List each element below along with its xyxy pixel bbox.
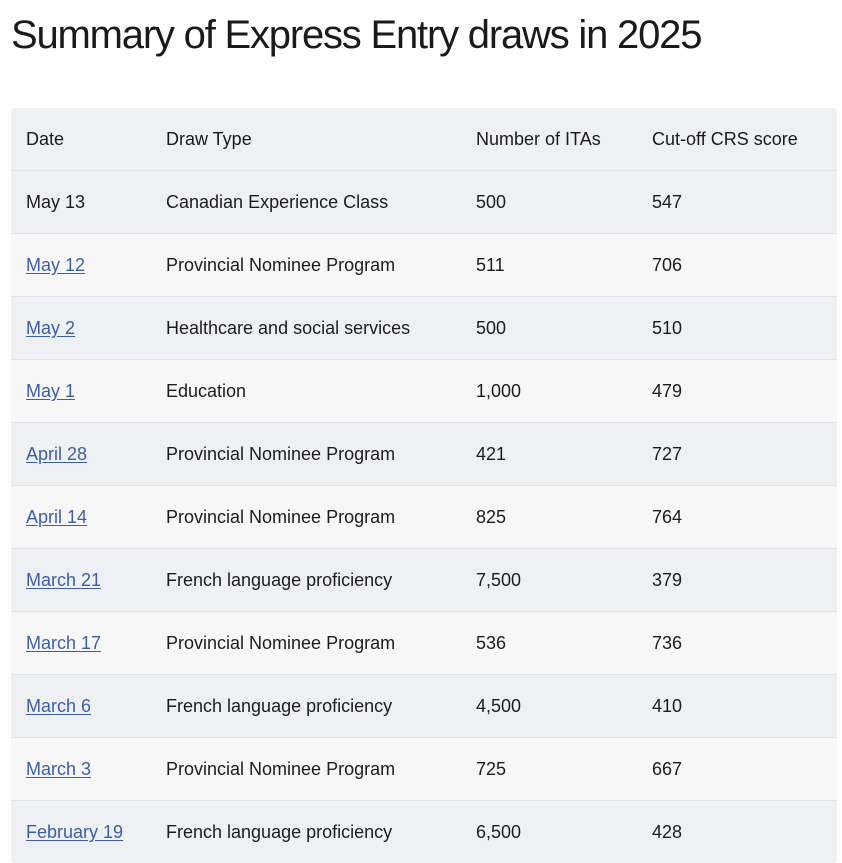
table-row: [11, 171, 837, 234]
cell-date: [11, 297, 151, 360]
table-row: [11, 486, 837, 549]
cell-crs: 428: [637, 801, 837, 863]
cell-crs: 379: [637, 549, 837, 612]
draw-date-link[interactable]: February 19: [26, 822, 123, 842]
table-row: [11, 801, 837, 863]
draw-date-link[interactable]: May 12: [26, 255, 85, 275]
cell-draw-type: French language proficiency: [151, 549, 461, 612]
draw-date-link[interactable]: March 17: [26, 633, 101, 653]
cell-itas: 536: [461, 612, 637, 675]
draw-date-link[interactable]: March 6: [26, 696, 91, 716]
cell-crs: 727: [637, 423, 837, 486]
cell-crs: 706: [637, 234, 837, 297]
column-header-crs: Cut-off CRS score: [637, 108, 837, 171]
cell-crs: 736: [637, 612, 837, 675]
table-body: [11, 171, 837, 863]
table-row: [11, 234, 837, 297]
cell-draw-type: Provincial Nominee Program: [151, 486, 461, 549]
draw-date-link[interactable]: May 1: [26, 381, 75, 401]
cell-itas: 6,500: [461, 801, 637, 863]
column-header-itas: Number of ITAs: [461, 108, 637, 171]
cell-crs: 479: [637, 360, 837, 423]
cell-crs: 667: [637, 738, 837, 801]
cell-itas: 500: [461, 171, 637, 234]
cell-itas: 421: [461, 423, 637, 486]
page-title: Summary of Express Entry draws in 2025: [11, 10, 701, 60]
cell-date: [11, 612, 151, 675]
cell-date: May 13: [11, 171, 151, 234]
table-row: [11, 360, 837, 423]
header-row: [11, 108, 837, 171]
cell-draw-type: Education: [151, 360, 461, 423]
cell-date: [11, 423, 151, 486]
cell-date: [11, 486, 151, 549]
cell-date: [11, 675, 151, 738]
draw-date-link[interactable]: May 2: [26, 318, 75, 338]
cell-draw-type: Provincial Nominee Program: [151, 612, 461, 675]
cell-draw-type: Healthcare and social services: [151, 297, 461, 360]
table-row: [11, 423, 837, 486]
table-header: [11, 108, 837, 171]
cell-date: [11, 738, 151, 801]
cell-itas: 4,500: [461, 675, 637, 738]
cell-date: [11, 234, 151, 297]
table-row: [11, 549, 837, 612]
draw-date-link[interactable]: April 28: [26, 444, 87, 464]
draw-date-link[interactable]: April 14: [26, 507, 87, 527]
cell-itas: 825: [461, 486, 637, 549]
cell-itas: 725: [461, 738, 637, 801]
cell-draw-type: Canadian Experience Class: [151, 171, 461, 234]
draws-table-container: [11, 108, 837, 863]
cell-crs: 547: [637, 171, 837, 234]
cell-draw-type: Provincial Nominee Program: [151, 738, 461, 801]
table-row: [11, 612, 837, 675]
column-header-date: Date: [11, 108, 151, 171]
cell-itas: 1,000: [461, 360, 637, 423]
column-header-draw-type: Draw Type: [151, 108, 461, 171]
cell-draw-type: Provincial Nominee Program: [151, 234, 461, 297]
draws-table: [11, 108, 837, 863]
cell-date: [11, 549, 151, 612]
cell-crs: 764: [637, 486, 837, 549]
cell-itas: 7,500: [461, 549, 637, 612]
cell-draw-type: French language proficiency: [151, 675, 461, 738]
cell-itas: 511: [461, 234, 637, 297]
cell-draw-type: Provincial Nominee Program: [151, 423, 461, 486]
cell-crs: 410: [637, 675, 837, 738]
cell-date: [11, 360, 151, 423]
cell-itas: 500: [461, 297, 637, 360]
cell-draw-type: French language proficiency: [151, 801, 461, 863]
draw-date-link[interactable]: March 21: [26, 570, 101, 590]
draw-date-link[interactable]: March 3: [26, 759, 91, 779]
table-row: [11, 738, 837, 801]
table-row: [11, 675, 837, 738]
cell-date: [11, 801, 151, 863]
table-row: [11, 297, 837, 360]
cell-crs: 510: [637, 297, 837, 360]
